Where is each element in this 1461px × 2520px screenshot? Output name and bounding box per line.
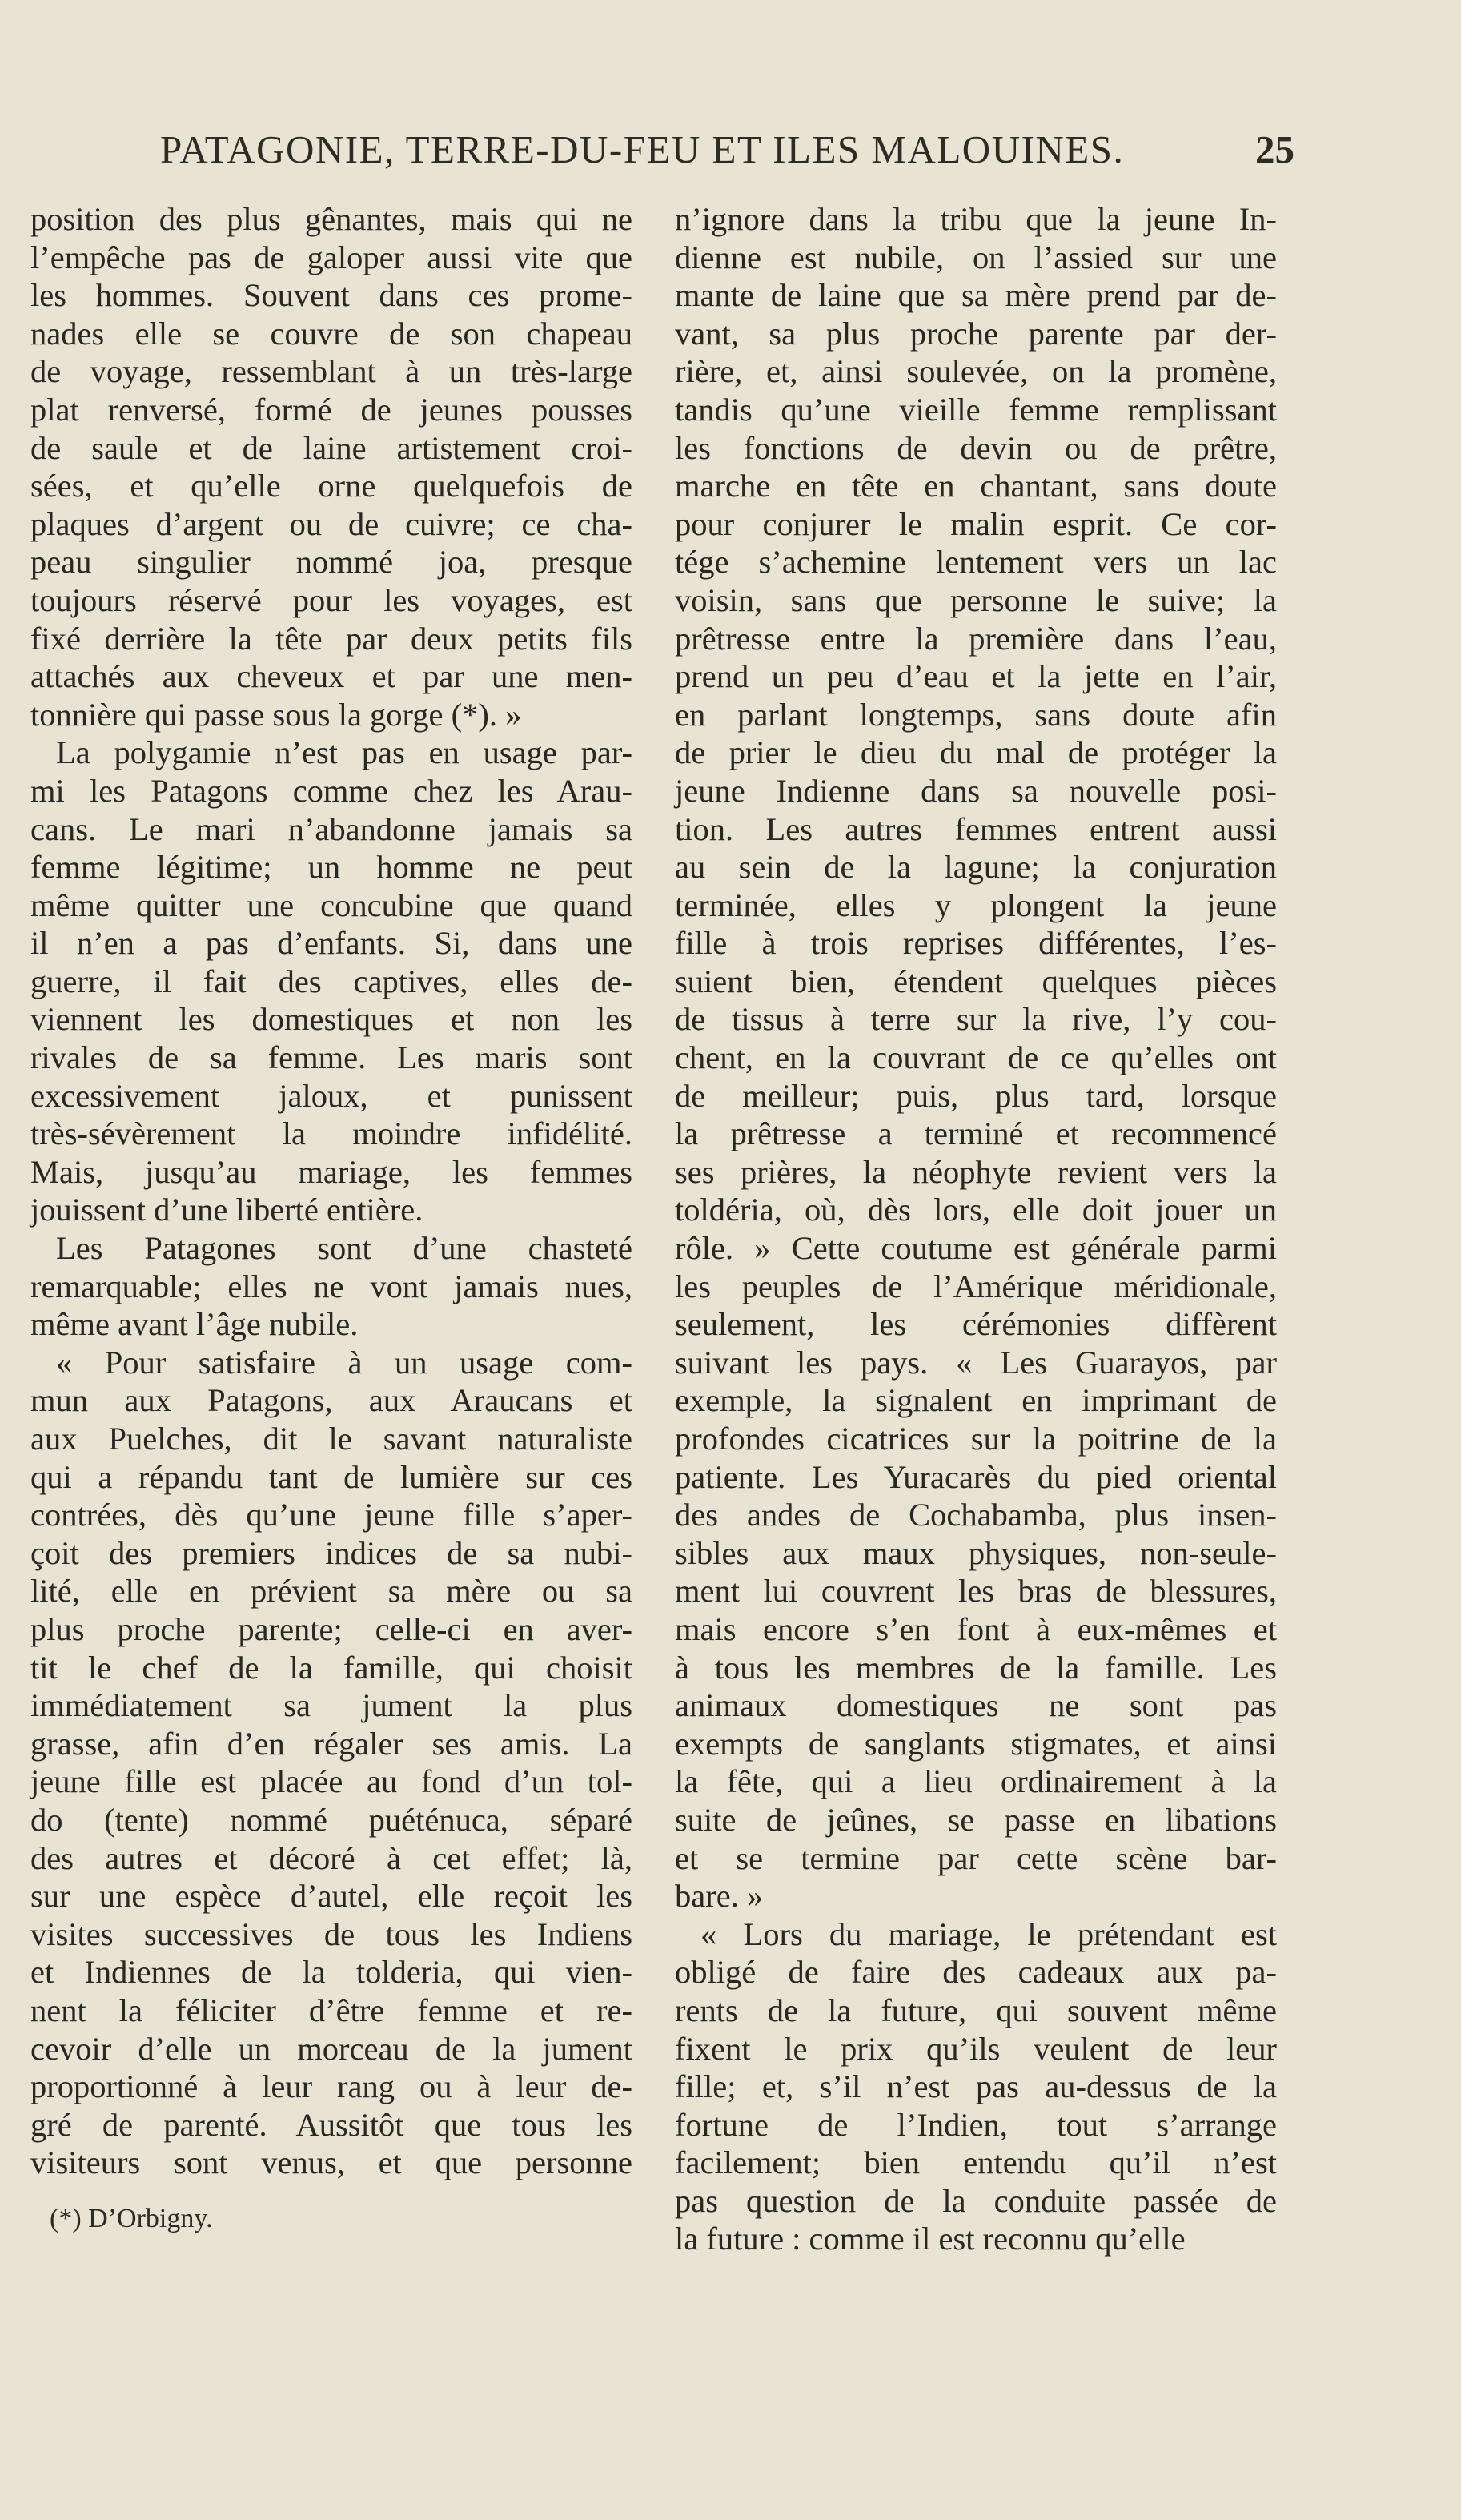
text-line: do (tente) nommé puéténuca, séparé: [30, 1801, 632, 1838]
text-line: profondes cicatrices sur la poitrine de la: [675, 1421, 1277, 1457]
text-line: mais encore s’en font à eux-mêmes et: [675, 1610, 1277, 1647]
text-line: ment lui couvrent les bras de blessures,: [675, 1573, 1277, 1610]
text-line: n’ignore dans la tribu que la jeune In-: [675, 201, 1277, 237]
text-line: viennent les domestiques et non les: [30, 1001, 632, 1038]
text-line: de saule et de laine artistement croi-: [30, 429, 632, 466]
text-line: de tissus à terre sur la rive, l’y cou-: [675, 1001, 1277, 1038]
text-line: guerre, il fait des captives, elles de-: [30, 963, 632, 999]
text-line: sibles aux maux physiques, non-seule-: [675, 1534, 1277, 1571]
text-line: rents de la future, qui souvent même: [675, 1991, 1277, 2028]
running-title: PATAGONIE, TERRE-DU-FEU ET ILES MALOUINES.: [160, 127, 1125, 171]
text-line: même quitter une concubine que quand: [30, 886, 632, 923]
text-line: suient bien, étendent quelques pièces: [675, 963, 1277, 999]
text-line: cevoir d’elle un morceau de la jument: [30, 2030, 632, 2067]
text-line: aux Puelches, dit le savant naturaliste: [30, 1421, 632, 1457]
text-line: peau singulier nommé joa, presque: [30, 544, 632, 581]
text-line: tonnière qui passe sous la gorge (*). »: [30, 696, 522, 733]
text-line: très-sévèrement la moindre infidélité.: [30, 1115, 632, 1152]
text-line: proportionné à leur rang ou à leur de-: [30, 2068, 632, 2105]
text-line: plat renversé, formé de jeunes pousses: [30, 391, 632, 428]
text-line: jouissent d’une liberté entière.: [30, 1192, 423, 1228]
text-line: suivant les pays. « Les Guarayos, par: [675, 1344, 1277, 1381]
text-line: La polygamie n’est pas en usage par-: [56, 734, 632, 771]
text-line: de meilleur; puis, plus tard, lorsque: [675, 1077, 1277, 1114]
text-line: cans. Le mari n’abandonne jamais sa: [30, 810, 632, 847]
text-line: la future : comme il est reconnu qu’elle: [675, 2221, 1186, 2257]
text-line: contrées, dès qu’une jeune fille s’aper-: [30, 1497, 632, 1533]
text-line: rivales de sa femme. Les maris sont: [30, 1039, 632, 1076]
text-line: mun aux Patagons, aux Araucans et: [30, 1382, 632, 1419]
text-line: lité, elle en prévient sa mère ou sa: [30, 1573, 632, 1610]
text-line: visiteurs sont venus, et que personne: [30, 2144, 632, 2181]
text-line: et Indiennes de la tolderia, qui vien-: [30, 1954, 632, 1991]
text-line: femme légitime; un homme ne peut: [30, 849, 632, 886]
text-line: Mais, jusqu’au mariage, les femmes: [30, 1153, 632, 1190]
text-line: fortune de l’Indien, tout s’arrange: [675, 2106, 1277, 2143]
text-line: fixé derrière la tête par deux petits fils: [30, 620, 632, 657]
text-line: dienne est nubile, on l’assied sur une: [675, 239, 1277, 275]
text-line: attachés aux cheveux et par une men-: [30, 658, 632, 695]
text-line: Les Patagones sont d’une chasteté: [56, 1230, 632, 1267]
text-line: toldéria, où, dès lors, elle doit jouer un: [675, 1192, 1277, 1228]
text-line: tége s’achemine lentement vers un lac: [675, 544, 1277, 581]
text-line: « Pour satisfaire à un usage com-: [56, 1344, 632, 1381]
text-line: plaques d’argent ou de cuivre; ce cha-: [30, 505, 632, 542]
text-line: des autres et décoré à cet effet; là,: [30, 1839, 632, 1876]
text-line: çoit des premiers indices de sa nubi-: [30, 1534, 632, 1571]
text-line: les fonctions de devin ou de prêtre,: [675, 429, 1277, 466]
text-line: excessivement jaloux, et punissent: [30, 1077, 632, 1114]
text-line: en parlant longtemps, sans doute afin: [675, 696, 1277, 733]
text-line: gré de parenté. Aussitôt que tous les: [30, 2106, 632, 2143]
text-line: de voyage, ressemblant à un très-large: [30, 353, 632, 390]
text-line: suite de jeûnes, se passe en libations: [675, 1801, 1277, 1838]
text-line: et se termine par cette scène bar-: [675, 1839, 1277, 1876]
text-line: des andes de Cochabamba, plus insen-: [675, 1497, 1277, 1533]
text-line: marche en tête en chantant, sans doute: [675, 468, 1277, 504]
right-text-column: [675, 200, 1277, 2258]
text-line: tion. Les autres femmes entrent aussi: [675, 810, 1277, 847]
footnote: (*) D’Orbigny.: [50, 2204, 213, 2233]
text-line: exempts de sanglants stigmates, et ainsi: [675, 1725, 1277, 1762]
text-line: toujours réservé pour les voyages, est: [30, 581, 632, 618]
text-line: prend un peu d’eau et la jette en l’air,: [675, 658, 1277, 695]
text-line: tit le chef de la famille, qui choisit: [30, 1649, 632, 1686]
text-line: animaux domestiques ne sont pas: [675, 1687, 1277, 1724]
text-line: chent, en la couvrant de ce qu’elles ont: [675, 1039, 1277, 1076]
text-line: les peuples de l’Amérique méridionale,: [675, 1268, 1277, 1304]
text-line: pas question de la conduite passée de: [675, 2182, 1277, 2219]
text-line: de prier le dieu du mal de protéger la: [675, 734, 1277, 771]
text-line: obligé de faire des cadeaux aux pa-: [675, 1954, 1277, 1991]
text-line: seulement, les cérémonies diffèrent: [675, 1306, 1277, 1343]
text-line: tandis qu’une vieille femme remplissant: [675, 391, 1277, 428]
text-line: vant, sa plus proche parente par der-: [675, 315, 1277, 352]
text-line: fille à trois reprises différentes, l’es-: [675, 925, 1277, 962]
text-line: la fête, qui a lieu ordinairement à la: [675, 1763, 1277, 1800]
text-line: nades elle se couvre de son chapeau: [30, 315, 632, 352]
left-text-column: [30, 200, 632, 2182]
text-line: facilement; bien entendu qu’il n’est: [675, 2144, 1277, 2181]
text-line: pour conjurer le malin esprit. Ce cor-: [675, 505, 1277, 542]
text-line: à tous les membres de la famille. Les: [675, 1649, 1277, 1686]
text-line: visites successives de tous les Indiens: [30, 1915, 632, 1952]
text-line: rière, et, ainsi soulevée, on la promène,: [675, 353, 1277, 390]
text-line: il n’en a pas d’enfants. Si, dans une: [30, 925, 632, 962]
text-line: sées, et qu’elle orne quelquefois de: [30, 468, 632, 504]
text-line: grasse, afin d’en régaler ses amis. La: [30, 1725, 632, 1762]
text-line: fille; et, s’il n’est pas au-dessus de la: [675, 2068, 1277, 2105]
text-line: l’empêche pas de galoper aussi vite que: [30, 239, 632, 275]
text-line: au sein de la lagune; la conjuration: [675, 849, 1277, 886]
text-line: les hommes. Souvent dans ces prome-: [30, 277, 632, 314]
text-line: « Lors du mariage, le prétendant est: [700, 1915, 1277, 1952]
text-line: sur une espèce d’autel, elle reçoit les: [30, 1878, 632, 1915]
text-line: voisin, sans que personne le suive; la: [675, 581, 1277, 618]
text-line: remarquable; elles ne vont jamais nues,: [30, 1268, 632, 1304]
text-line: mi les Patagons comme chez les Arau-: [30, 772, 632, 809]
text-line: la prêtresse a terminé et recommencé: [675, 1115, 1277, 1152]
text-line: position des plus gênantes, mais qui ne: [30, 201, 632, 237]
text-line: qui a répandu tant de lumière sur ces: [30, 1458, 632, 1495]
text-line: jeune Indienne dans sa nouvelle posi-: [675, 772, 1277, 809]
text-line: jeune fille est placée au fond d’un tol-: [30, 1763, 632, 1800]
page-number: 25: [1255, 127, 1294, 171]
text-line: terminée, elles y plongent la jeune: [675, 886, 1277, 923]
text-line: mante de laine que sa mère prend par de-: [675, 277, 1277, 314]
text-line: même avant l’âge nubile.: [30, 1306, 359, 1343]
text-line: rôle. » Cette coutume est générale parmi: [675, 1230, 1277, 1267]
text-line: exemple, la signalent en imprimant de: [675, 1382, 1277, 1419]
text-line: patiente. Les Yuracarès du pied oriental: [675, 1458, 1277, 1495]
text-line: immédiatement sa jument la plus: [30, 1687, 632, 1724]
text-line: nent la féliciter d’être femme et re-: [30, 1991, 632, 2028]
text-line: prêtresse entre la première dans l’eau,: [675, 620, 1277, 657]
text-line: bare. »: [675, 1878, 764, 1915]
text-line: plus proche parente; celle-ci en aver-: [30, 1610, 632, 1647]
text-line: fixent le prix qu’ils veulent de leur: [675, 2030, 1277, 2067]
text-line: ses prières, la néophyte revient vers la: [675, 1153, 1277, 1190]
